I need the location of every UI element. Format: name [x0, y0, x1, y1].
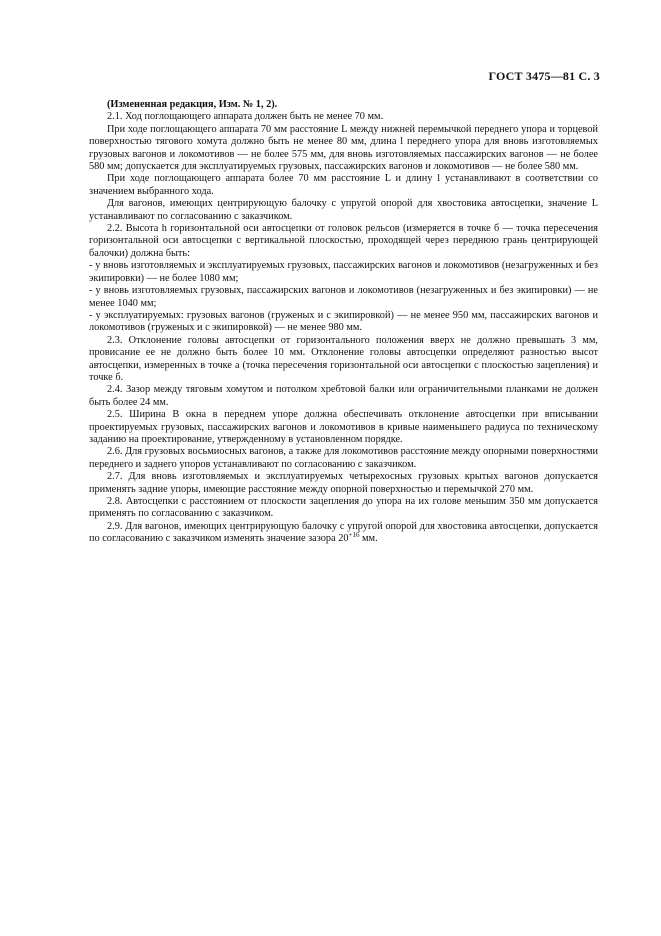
paragraph-2-9 [89, 521, 598, 546]
paragraph-2-1-distance: При ходе поглощающего аппарата 70 мм расстояние L между нижней перемычкой переднего упора и торцевой поверхностью тягового хомута должно быть не менее 80 мм, длина l переднего упора для вновь изготовляемых грузовых вагонов и локомотивов — не более 575 мм, для вновь изготовляемых пассажирских вагонов — не более 580 мм; допускается для эксплуатируемых грузовых, пассажирских вагонов и локомотивов — не более 580 мм. [89, 123, 598, 173]
paragraph-2-1-stroke: При ходе поглощающего аппарата более 70 мм расстояние L и длину l устанавливают в соответствии со значением выбранного хода. [89, 173, 598, 197]
paragraph-2-1: 2.1. Ход поглощающего аппарата должен быть не менее 70 мм. [107, 111, 384, 123]
paragraph-2-6: 2.6. Для грузовых восьмиосных вагонов, а также для локомотивов расстояние между опорными поверхностями переднего и заднего упоров устанавливают по согласованию с заказчиком. [89, 446, 598, 470]
list-item: - у вновь изготовляемых и эксплуатируемых грузовых, пассажирских вагонов и локомотивов (незагруженных и без экипировки) — не более 1080 мм; [89, 260, 598, 284]
paragraph-2-9-text: 2.9. Для вагонов, имеющих центрирующую балочку с упругой опорой для хвостовика автосцепки, допускается по согласованию с заказчиком изменять значение зазора 20 [89, 520, 598, 545]
paragraph-2-1-centering: Для вагонов, имеющих центрирующую балочку с упругой опорой для хвостовика автосцепки, значение L устанавливают по согласованию с заказчиком. [89, 198, 598, 222]
paragraph-2-2: 2.2. Высота h горизонтальной оси автосцепки от головок рельсов (измеряется в точке б — точка пересечения горизонтальной оси автосцепки с вертикальной плоскостью, проходящей через переднюю грань центрирующей балочки) должна быть: [89, 223, 598, 259]
paragraph-2-9-unit: мм. [359, 533, 378, 545]
page-header: ГОСТ 3475—81 С. 3 [488, 69, 600, 83]
paragraph-2-7: 2.7. Для вновь изготовляемых и эксплуатируемых четырехосных грузовых крытых вагонов допускается применять задние упоры, имеющие расстояние между опорной поверхностью и перемычкой 270 мм. [89, 471, 598, 495]
document-body [89, 99, 598, 546]
paragraph-2-3: 2.3. Отклонение головы автосцепки от горизонтального положения вверх не должно превышать 3 мм, провисание ее не должно быть более 10 мм. Отклонение головы автосцепки определяют разностью высот автосцепки, измеренных в точке а (точка пересечения горизонтальной оси автосцепки с плоскостью зацепления) и точке б. [89, 334, 598, 383]
list-item: - у эксплуатируемых: грузовых вагонов (груженых и с экипировкой) — не менее 950 мм, пассажирских вагонов и локомотивов (груженых и с экипировкой) — не менее 980 мм. [89, 309, 598, 334]
paragraph-2-5: 2.5. Ширина B окна в переднем упоре должна обеспечивать отклонение автосцепки при вписывании проектируемых грузовых, пассажирских вагонов и локомотивов в кривые наименьшего радиуса по техническому заданию на проектирование, утвержденному в установленном порядке. [89, 409, 598, 445]
paragraph-2-8: 2.8. Автосцепки с расстоянием от плоскости зацепления до упора на их голове меньшим 350 мм допускается применять по согласованию с заказчиком. [89, 496, 598, 520]
paragraph-2-4: 2.4. Зазор между тяговым хомутом и потолком хребтовой балки или ограничительными планками не должен быть более 24 мм. [89, 384, 598, 408]
list-item: - у вновь изготовляемых грузовых, пассажирских вагонов и локомотивов (незагруженных и без экипировки) — не менее 1040 мм; [89, 285, 598, 309]
amendment-note: (Измененная редакция, Изм. № 1, 2). [107, 99, 278, 110]
tolerance-superscript: +16 [348, 531, 360, 540]
